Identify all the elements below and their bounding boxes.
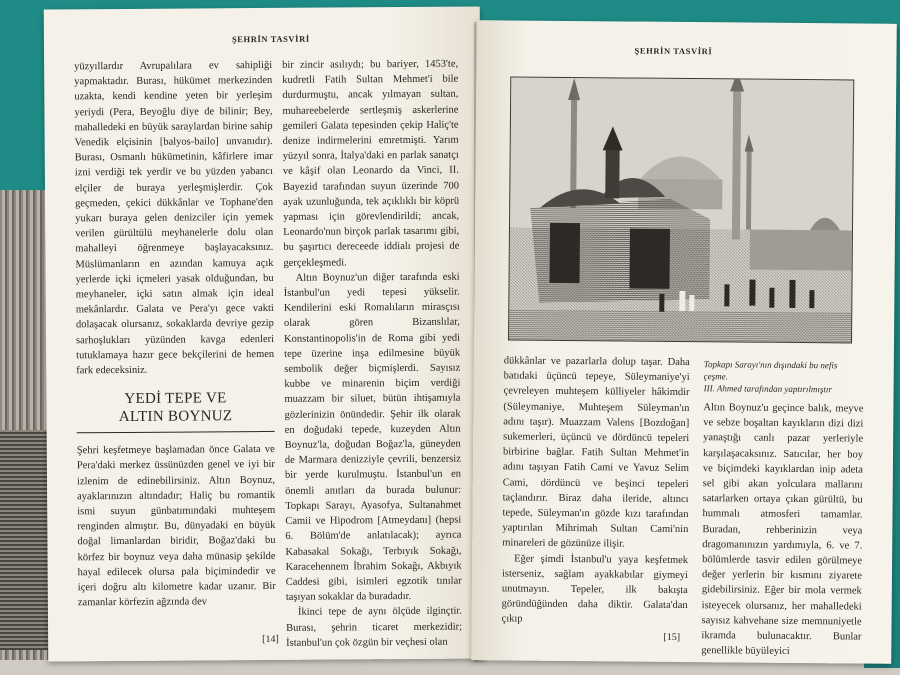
running-head: ŞEHRİN TASVİRİ bbox=[231, 33, 310, 45]
section-heading bbox=[76, 389, 274, 433]
page-number: [14] bbox=[262, 633, 279, 646]
caption-line-1: Topkapı Sarayı'nın dışındaki bu nefis çeşme. bbox=[703, 359, 838, 382]
running-head: ŞEHRİN TASVİRİ bbox=[634, 45, 713, 57]
left-page-column-1 bbox=[74, 58, 276, 611]
fountain-engraving bbox=[509, 77, 853, 342]
left-page bbox=[44, 6, 485, 661]
paragraph: Altın Boynuz'un diğer tarafında eski İstanbul'un yedi tepesi yükselir. Kendilerini eski Romalıların mirasçısı olarak gören Bizanslılar, Konstantinopolis'in de Roma gibi yedi tepe üzerine inşa edilmesine büyük sembolik değer biçmişlerdi. Sayısız kubbe ve minarenin biçim verdiği muazzam bir siluet, bütün ihtişamıyla gözlerinizin önündedir. Şehir ilk olarak en doğudaki tepede, kuzeyden Altın Boynuz'la, doğudan Boğaz'la, güneyden de Marmara denizziyle çevrili, benzersiz bir yerde kurulmuştu. İstanbul'un en önemli anıtları da burada bulunur: Topkapı Sarayı, Ayasofya, Sultanahmet Camii ve Hipodrom [Atmeydanı] (hepsi 6. Bölüm'de anlatılacak); ayrıca Kabasakal Sokağı, Terbıyık Sokağı, Karacehennem İbrahim Sokağı, Akbıyık Caddesi gibi, isimleri egzotik tınılar taşıyan sokaklar da buradadır. bbox=[283, 271, 462, 603]
right-page-column-2 bbox=[701, 400, 863, 660]
left-page-column-2 bbox=[282, 57, 462, 651]
image-caption bbox=[704, 358, 864, 395]
section-heading-line-1: YEDİ TEPE VE bbox=[124, 390, 227, 408]
paragraph: bir zincir asılıydı; bu bariyer, 1453'te, kudretli Fatih Sultan Mehmet'i bile durdurmuştu, ancak yılmayan sultan, muhareebelerde sertleşmiş askerlerine gemileri Galata tepesinden çekip Haliç'te denize indirmelerini emretmişti. Yarım yüzyıl sonra, İtalya'daki en parlak sanatçı ve kâşif olan Leonardo da Vinci, II. Bayezid tarafından suyun üzerinde 700 ayak uzunluğunda, tek açıklıklı bir köprü yapması için görevlendirildi; ancak, Leonardo'nun birçok parlak tasarımı gibi, bu şaşırtıcı dereceede iddialı projesi de gerçekleşmedi. bbox=[282, 58, 460, 269]
section-heading-line-2: ALTIN BOYNUZ bbox=[118, 408, 233, 426]
paragraph: Eğer şimdi İstanbul'u yaya keşfetmek isterseniz, sağlam ayakkabılar giymeyi unutmayın. Tepeler, ilk bakışta göründüğünden daha diktir. Galata'dan çıkıp bbox=[501, 553, 689, 626]
paragraph: İkinci tepe de aynı ölçüde ilginçtir. Burası, şehrin ticaret merkezidir; İstanbul'un çok özgün bir veçhesi olan bbox=[286, 605, 463, 649]
page-number: [15] bbox=[663, 631, 681, 643]
paragraph: yüzyıllardır Avrupalılara ev sahipliği yapmaktadır. Burası, hükümet merkezinden uzakta, kendi kendine yeten bir yerleşim yeriydi (Pera, Beyoğlu diye de bilinir; Bey, mahalledeki en büyük saraylardan birine sahip Venedik elçisinin [balyos-bailo] unvanıdır). Burası, Osmanlı hükümetinin, kâfirlere imar izni verdiği tek yerdir ve bu yüzden yabancı elçiler de buraya yerleşmişlerdir. Çok geçmeden, çekici dükkânlar ve Tophane'den yukarı buraya gelen denizciler için yemek verilen gürültülü meyhanelerle dolu olan mahalleyi öğrenmeye başlayacaksınız. Müslümanların en azından kamuya açık yerlerde içki içmeleri yasak olduğundan, bu meyhaneler, içki satın almak için ideal mekânlardır. Galata ve Pera'yı gece vakti dolaşacak olursanız, sokaklarda devriye gezip sarhoşlukları yüzünden kavga edenleri tutuklamaya hazır gece bekçilerini de hemen fark edeceksiniz. bbox=[74, 59, 275, 377]
caption-line-2: III. Ahmed tarafından yaptırılmıştır bbox=[703, 383, 832, 395]
engraving-illustration bbox=[508, 76, 854, 343]
right-page-column-1 bbox=[502, 353, 690, 628]
paragraph: Şehri keşfetmeye başlamadan önce Galata ve Pera'daki merkez üssünüzden genel ve iyi bir izlenim de edinebilirsiniz. Altın Boynuz, ayaklarınızın altındadır; Haliç bu romantik ismi suyun günbatımındaki muhteşem renginden almıştır. Bu, dünyadaki en büyük doğal limanlardan biridir, Boğaz'daki bu körfez bir boynuz veya daha münasip şekilde hayal edilecek olursa pala biçimindedir ve içeri doğru altı kilometre kadar uzanır. Bir zamanlar körfezin ağzında dev bbox=[76, 444, 276, 609]
paragraph: dükkânlar ve pazarlarla dolup taşar. Daha batıdaki üçüncü tepeye, Süleymaniye'yi çevreleyen muhteşem külliyeler hâkimdir (Süleymaniye, Muhteşem Süleyman'ın adını taşır). Muazzam Valens [Bozdoğan] sukemerleri, üçüncü ve dördüncü tepeleri birbirine bağlar. Fatih Sultan Mehmet'in adını taşıyan Fatih Cami ve Yavuz Selim Cami, dördüncü ve beşinci tepeleri taçlandırır. Biraz daha ileride, altıncı tepede, Süleyman'ın gözde kızı tarafından yaptırılan Mihrimah Sultan Cami'nin minareleri de gözünüze ilişir. bbox=[502, 355, 690, 550]
right-page bbox=[471, 20, 897, 664]
paragraph: Altın Boynuz'u geçince balık, meyve ve sebze boşaltan kayıkların dizi dizi yanaştığı canlı pazar yerleriyle karşılaşacaksınız. Satıcılar, her boy ve biçimdeki kayıklardan inip adeta sel gibi akan yolculara mallarını satarlarken ortaya çıkan gürültü, bu hummalı atmosferi tamamlar. Buradan, rehberinizin veya dragomanınızın yardımıyla, 6. ve 7. bölümlerde tasvir edilen görülmeye değer yerlerin bir kısmını ziyarete gidebilirsiniz. Eğer bir mola vermek isteyecek olursanız, her mahalledeki sayısız kahvehane size memnuniyetle ikramda bulunacaktır. Bunlar genellikle büyüleyici bbox=[701, 402, 864, 658]
